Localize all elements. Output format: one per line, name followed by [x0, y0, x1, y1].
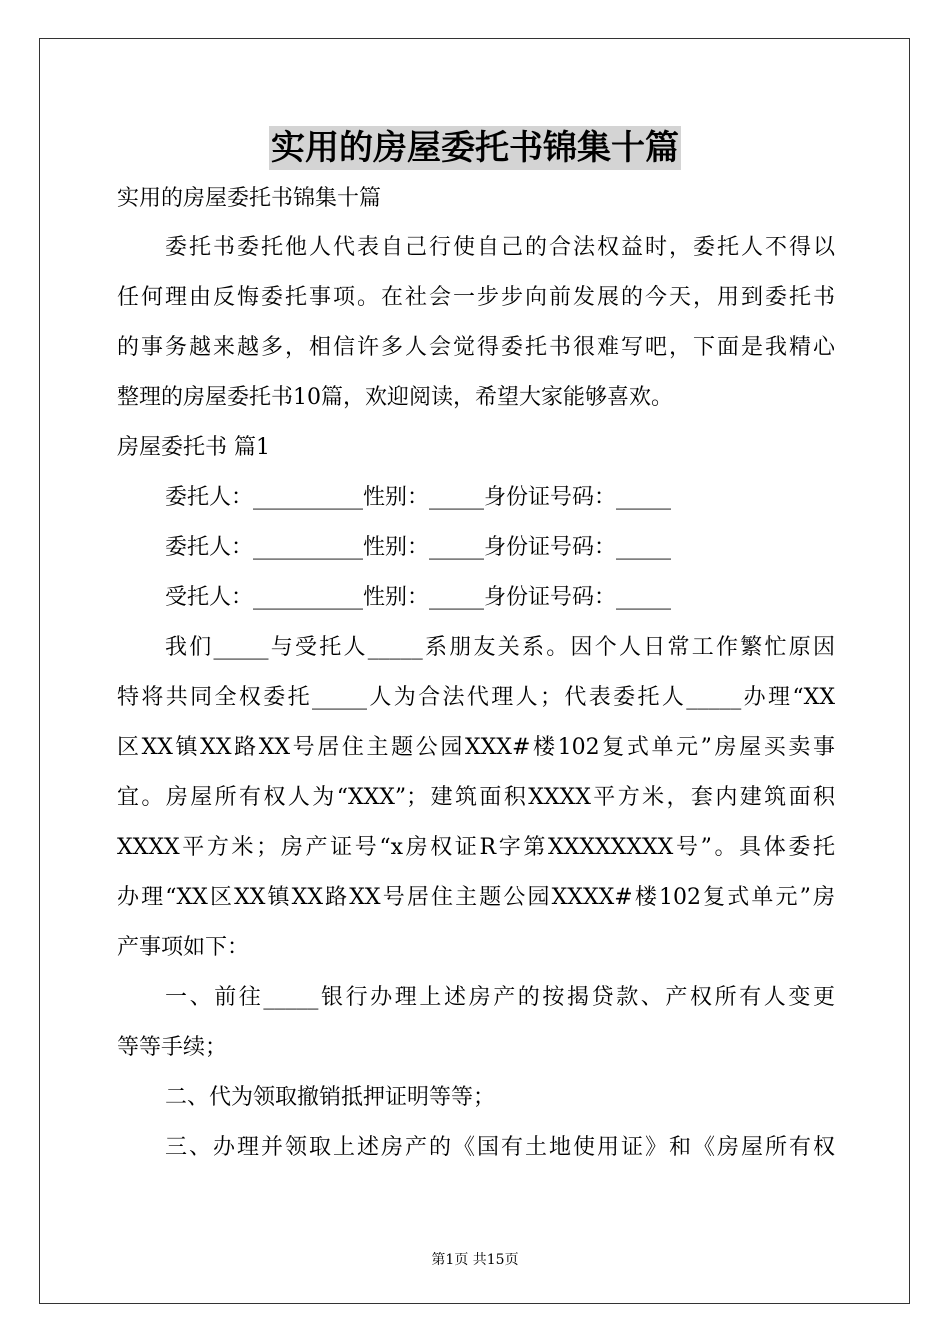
paragraph-line: 的事务越来越多，相信许多人会觉得委托书很难写吧，下面是我精心 [117, 335, 835, 360]
paragraph-line: 宜。房屋所有权人为“XXX”；建筑面积XXXX平方米，套内建筑面积 [117, 785, 835, 810]
list-item: 三、办理并领取上述房产的《国有土地使用证》和《房屋所有权 [165, 1135, 835, 1160]
paragraph-line: 产事项如下： [117, 935, 250, 960]
form-line-agent: 受托人：__________性别：_____身份证号码：_____ [165, 585, 672, 610]
paragraph-line: 特将共同全权委托_____人为合法代理人；代表委托人_____办理“XX [117, 685, 835, 710]
title-container [0, 126, 950, 170]
form-line-principal: 委托人：__________性别：_____身份证号码：_____ [165, 535, 672, 560]
list-item-continuation: 等等手续； [117, 1035, 228, 1060]
subtitle-line: 实用的房屋委托书锦集十篇 [117, 186, 382, 211]
paragraph-line: 我们_____与受托人_____系朋友关系。因个人日常工作繁忙原因 [165, 635, 835, 660]
list-item: 二、代为领取撤销抵押证明等等； [165, 1085, 496, 1110]
page-footer: 第1页 共15页 [431, 1252, 519, 1268]
section-heading: 房屋委托书 篇1 [117, 435, 270, 460]
list-item: 一、前往_____银行办理上述房产的按揭贷款、产权所有人变更 [165, 985, 835, 1010]
document-title: 实用的房屋委托书锦集十篇 [271, 128, 679, 168]
paragraph-line: 办理“XX区XX镇XX路XX号居住主题公园XXXX#楼102复式单元”房 [117, 885, 835, 910]
paragraph-line: 任何理由反悔委托事项。在社会一步步向前发展的今天，用到委托书 [117, 285, 835, 310]
paragraph-line: 委托书委托他人代表自己行使自己的合法权益时，委托人不得以 [165, 235, 835, 260]
page-border [39, 38, 910, 1304]
paragraph-line: 区XX镇XX路XX号居住主题公园XXX#楼102复式单元”房屋买卖事 [117, 735, 835, 760]
form-line-principal: 委托人：__________性别：_____身份证号码：_____ [165, 485, 672, 510]
paragraph-line: 整理的房屋委托书10篇，欢迎阅读，希望大家能够喜欢。 [117, 385, 673, 410]
paragraph-line: XXXX平方米；房产证号“x房权证R字第XXXXXXXX号”。具体委托 [117, 835, 835, 860]
